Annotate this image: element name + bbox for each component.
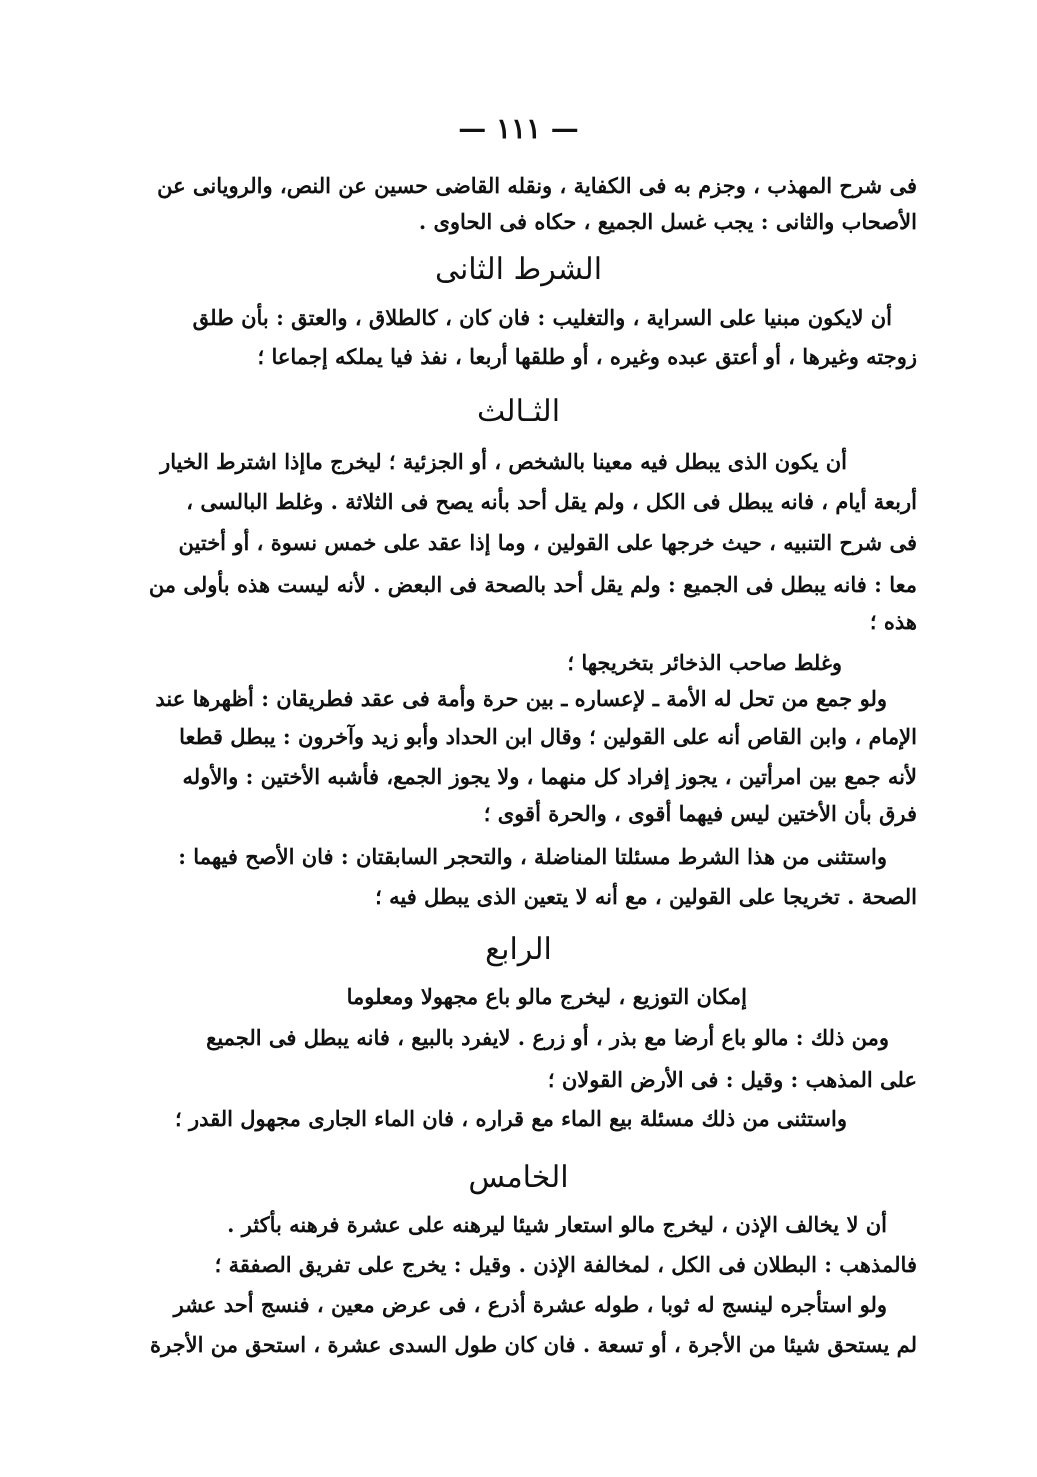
text-line: الإمام ، وابن القاص أنه على القولين ؛ وقال ابن الحداد وأبو زيد وآخرون : يبطل قطعا (179, 724, 917, 749)
section-heading: الشرط الثانى (434, 252, 603, 287)
text-line: فى شرح المهذب ، وجزم به فى الكفاية ، ونقله القاضى حسين عن النص، والرويانى عن (157, 173, 917, 198)
text-line: فى شرح التنبيه ، حيث خرجها على القولين ، وما إذا عقد على خمس نسوة ، أو أختين (178, 530, 917, 555)
text-line: ومن ذلك : مالو باع أرضا مع بذر ، أو زرع . لايفرد بالبيع ، فانه يبطل فى الجميع (206, 1025, 889, 1050)
text-line: لم يستحق شيئا من الأجرة ، أو تسعة . فان كان طول السدى عشرة ، استحق من الأجرة (150, 1332, 917, 1357)
section-heading: الرابع (485, 932, 552, 967)
text-line: لأنه جمع بين امرأتين ، يجوز إفراد كل منهما ، ولا يجوز الجمع، فأشبه الأختين : والأوله (182, 764, 917, 789)
text-line: فالمذهب : البطلان فى الكل ، لمخالفة الإذن . وقيل : يخرج على تفريق الصفقة ؛ (214, 1252, 917, 1277)
text-line: واستثنى من ذلك مسئلة بيع الماء مع قراره ، فان الماء الجارى مجهول القدر ؛ (174, 1106, 847, 1131)
text-line: هذه ؛ (869, 609, 917, 634)
text-line: ولو جمع من تحل له الأمة ـ لإعساره ـ بين حرة وأمة فى عقد فطريقان : أظهرها عند (155, 686, 887, 711)
text-line: على المذهب : وقيل : فى الأرض القولان ؛ (547, 1067, 917, 1092)
text-line: الصحة . تخريجا على القولين ، مع أنه لا يتعين الذى يبطل فيه ؛ (375, 884, 917, 909)
text-line: الأصحاب والثانى : يجب غسل الجميع ، حكاه فى الحاوى . (418, 209, 917, 234)
text-line: أربعة أيام ، فانه يبطل فى الكل ، ولم يقل أحد بأنه يصح فى الثلاثة . وغلط البالسى ، (186, 489, 917, 514)
text-line: أن لايكون مبنيا على السراية ، والتغليب : فان كان ، كالطلاق ، والعتق : بأن طلق (192, 305, 892, 330)
text-line: زوجته وغيرها ، أو أعتق عبده وغيره ، أو طلقها أربعا ، نفذ فيا يملكه إجماعا ؛ (257, 344, 917, 369)
text-line: ولو استأجره لينسج له ثوبا ، طوله عشرة أذرع ، فى عرض معين ، فنسج أحد عشر (173, 1292, 887, 1317)
section-heading: الثـالث (476, 394, 561, 429)
text-line: أن يكون الذى يبطل فيه معينا بالشخص ، أو الجزئية ؛ ليخرج ماإذا اشترط الخيار (160, 449, 847, 474)
text-line: فرق بأن الأختين ليس فيهما أقوى ، والحرة أقوى ؛ (483, 801, 917, 826)
text-line: واستثنى من هذا الشرط مسئلتا المناضلة ، والتحجر السابقتان : فان الأصح فيهما : (178, 844, 887, 869)
section-heading: الخامس (468, 1160, 569, 1195)
text-line: معا : فانه يبطل فى الجميع : ولم يقل أحد بالصحة فى البعض . لأنه ليست هذه بأولى من (148, 572, 917, 597)
text-line: أن لا يخالف الإذن ، ليخرج مالو استعار شيئا ليرهنه على عشرة فرهنه بأكثر . (227, 1212, 887, 1237)
text-line: إمكان التوزيع ، ليخرج مالو باع مجهولا ومعلوما (346, 984, 747, 1009)
text-line: وغلط صاحب الذخائر بتخريجها ؛ (567, 650, 842, 675)
page-number: — ١١١ — (458, 112, 579, 145)
